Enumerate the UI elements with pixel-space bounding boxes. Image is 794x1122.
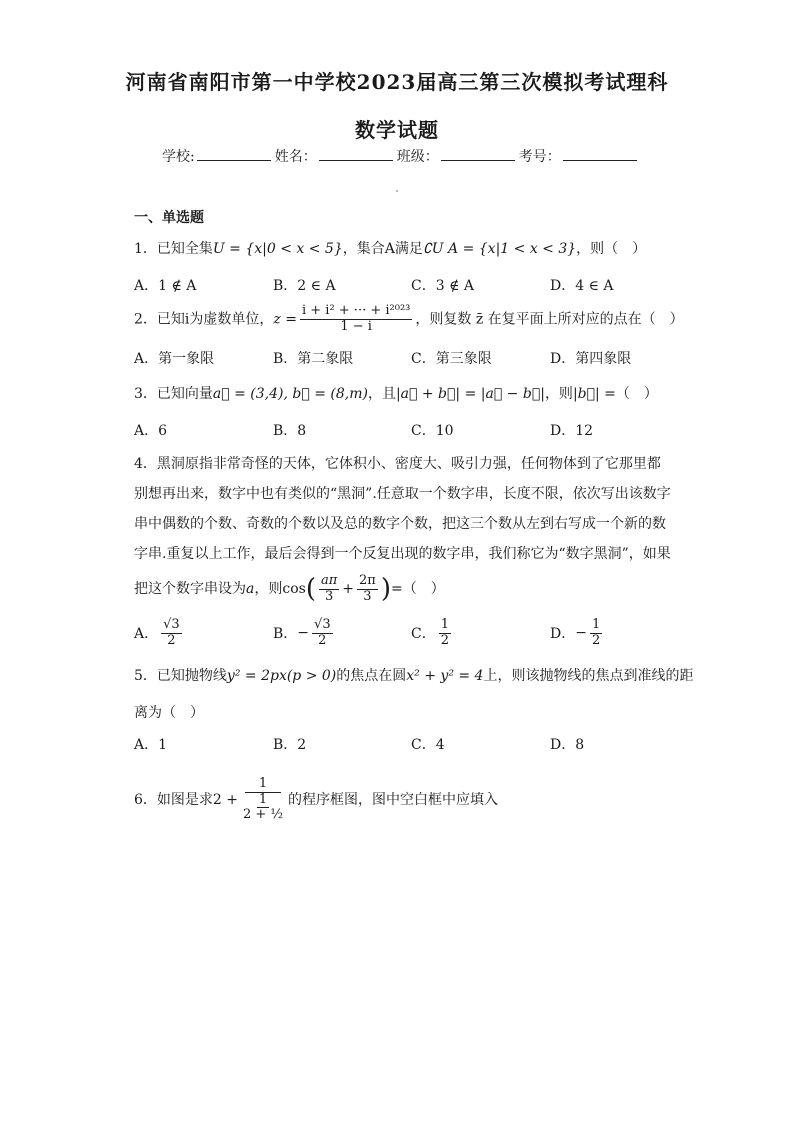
q3-option-d: D．12 bbox=[550, 423, 594, 439]
q4-paren-open: ( bbox=[305, 574, 316, 604]
q2-option-c: C．第三象限 bbox=[411, 351, 492, 367]
q4-line4: 字串.重复以上工作，最后会得到一个反复出现的数字串，我们称它为“数字黑洞”，如果 bbox=[134, 546, 671, 562]
q4-plus: + bbox=[342, 581, 355, 597]
class-blank bbox=[441, 148, 515, 161]
question-4 bbox=[134, 449, 674, 609]
q3-target: |b⃗| = bbox=[572, 386, 616, 402]
question-1 bbox=[134, 238, 646, 260]
q4-option-d bbox=[550, 618, 605, 649]
q6-outer-frac bbox=[241, 777, 285, 824]
q4-option-b-frac bbox=[312, 618, 333, 649]
q5-option-c: C．4 bbox=[411, 737, 445, 753]
q1-number: 1． bbox=[134, 241, 157, 257]
q4-option-b-den: 2 bbox=[318, 632, 327, 648]
q4-option-a bbox=[134, 618, 185, 649]
q5-option-b: B．2 bbox=[273, 737, 307, 753]
section-title: 一、单选题 bbox=[134, 210, 204, 226]
q4-option-a-den: 2 bbox=[167, 632, 176, 648]
question-2 bbox=[134, 304, 684, 335]
q4-line1: 4．黑洞原指非常奇怪的天体，它体积小、密度大、吸引力强，任何物体到了它那里都 bbox=[134, 456, 661, 472]
q4-option-d-frac bbox=[590, 618, 602, 649]
question-3 bbox=[134, 383, 658, 405]
q4-paren-close: ) bbox=[380, 574, 391, 604]
q1-option-b: B．2 ∈ A bbox=[273, 278, 336, 294]
q6-expr-mid: 1 bbox=[258, 791, 268, 807]
q1-text-a: 已知全集 bbox=[156, 241, 213, 257]
q2-number: 2． bbox=[134, 311, 157, 328]
q2-numerator: i + i² + ··· + i²⁰²³ bbox=[301, 303, 411, 318]
q5-line2: 离为（ ） bbox=[134, 705, 204, 721]
name-blank bbox=[319, 148, 393, 161]
q5-parabola: y² = 2px(p > 0) bbox=[226, 668, 337, 684]
q4-var-a: a bbox=[246, 581, 255, 597]
q4-cos: cos bbox=[282, 581, 306, 597]
q1-option-a: A．1 ∉ A bbox=[134, 278, 197, 294]
q6-expr-top: 1 bbox=[245, 777, 281, 793]
q3-text-a: 已知向量 bbox=[156, 386, 213, 402]
q5-option-a: A．1 bbox=[134, 737, 168, 753]
q4-line5 bbox=[134, 569, 674, 609]
q4-line5-b: ，则 bbox=[254, 581, 283, 597]
q2-option-d: D．第四象限 bbox=[550, 351, 632, 367]
q1-option-d: D．4 ∈ A bbox=[550, 278, 614, 294]
q3-text-b: ，且 bbox=[367, 386, 396, 402]
q2-denominator: 1 − i bbox=[340, 318, 372, 334]
student-info-line bbox=[162, 146, 641, 166]
q6-expr-bottom: 2 + ½ bbox=[243, 807, 284, 823]
number-blank bbox=[563, 148, 637, 161]
school-blank bbox=[197, 148, 271, 161]
q1-option-c: C．3 ∉ A bbox=[411, 278, 474, 294]
class-label: 班级： bbox=[396, 149, 439, 165]
q5-line1-c: 上，则该抛物线的焦点到准线的距 bbox=[483, 668, 694, 684]
name-label: 姓名： bbox=[274, 149, 317, 165]
q4-option-a-frac bbox=[161, 618, 182, 649]
q6-text-b: 的程序框图，图中空白框中应填入 bbox=[288, 792, 499, 808]
q2-option-a: A．第一象限 bbox=[134, 351, 215, 367]
q1-set-a: ∁U A = {x|1 < x < 3} bbox=[422, 241, 577, 257]
q5-line1-a: 5．已知抛物线 bbox=[134, 668, 227, 684]
q4-option-c-den: 2 bbox=[440, 632, 449, 648]
q4-option-a-label: A． bbox=[134, 626, 159, 643]
question-5-line1 bbox=[134, 665, 693, 687]
q5-circle: x² + y² = 4 bbox=[406, 668, 484, 684]
q4-option-d-label: D． bbox=[550, 626, 576, 643]
q1-set-u: U = {x|0 < x < 5} bbox=[212, 241, 343, 257]
q6-text-a: 6．如图是求 bbox=[134, 792, 213, 808]
q4-line3: 串中偶数的个数、奇数的个数以及总的数字个数，把这三个数从左到右写成一个新的数 bbox=[134, 516, 666, 532]
decorative-dot bbox=[396, 190, 398, 192]
q4-frac2-den: 3 bbox=[363, 588, 372, 604]
q4-line5-a: 把这个数字串设为 bbox=[134, 581, 246, 597]
q4-option-d-den: 2 bbox=[591, 632, 601, 648]
q4-frac1 bbox=[319, 574, 339, 605]
exam-title-line1: 河南省南阳市第一中学校2023届高三第三次模拟考试理科 bbox=[125, 70, 669, 94]
q3-text-c: ，则 bbox=[544, 386, 573, 402]
school-label: 学校: bbox=[162, 149, 195, 165]
q4-option-c-label: C． bbox=[411, 626, 436, 643]
q4-frac2-num: 2π bbox=[359, 572, 376, 588]
q2-options bbox=[134, 348, 654, 372]
q2-text-b: ，则复数 z̄ 在复平面上所对应的点在（ ） bbox=[415, 311, 684, 328]
q4-frac1-num: aπ bbox=[320, 572, 338, 588]
q4-frac1-den: 3 bbox=[324, 588, 334, 604]
q1-text-b: ，集合A满足 bbox=[342, 241, 423, 257]
q4-option-b-sign: − bbox=[297, 625, 310, 642]
q3-condition: |a⃗ + b⃗| = |a⃗ − b⃗| bbox=[395, 386, 545, 402]
q3-text-d: （ ） bbox=[615, 386, 658, 402]
q4-line5-c: =（ ） bbox=[391, 581, 445, 597]
exam-title-line2: 数学试题 bbox=[355, 118, 439, 142]
q6-inner-frac bbox=[241, 793, 285, 824]
q6-expression bbox=[213, 777, 288, 824]
q3-option-b: B．8 bbox=[273, 423, 307, 439]
q4-option-a-num: √3 bbox=[163, 617, 180, 632]
number-label: 考号： bbox=[518, 149, 561, 165]
q2-z-eq: z = bbox=[273, 311, 297, 328]
q4-line2: 别想再出来，数字中也有类似的“黑洞”.任意取一个数字串，长度不限，依次写出该数字 bbox=[134, 486, 671, 502]
q5-option-d: D．8 bbox=[550, 737, 585, 753]
q4-option-c-num: 1 bbox=[440, 617, 449, 632]
q3-options bbox=[134, 420, 654, 444]
q3-option-c: C．10 bbox=[411, 423, 454, 439]
q4-option-b-label: B． bbox=[273, 626, 298, 643]
q4-option-b bbox=[273, 618, 336, 649]
q2-text-a: 已知i为虚数单位， bbox=[156, 311, 274, 328]
q2-fraction bbox=[300, 304, 412, 335]
q3-number: 3． bbox=[134, 386, 157, 402]
q4-option-d-sign: − bbox=[575, 625, 587, 642]
q4-option-b-num: √3 bbox=[314, 617, 331, 632]
q2-option-b: B．第二象限 bbox=[273, 351, 354, 367]
question-6 bbox=[134, 765, 498, 835]
q4-option-d-num: 1 bbox=[591, 617, 601, 632]
q1-options bbox=[134, 275, 654, 299]
q6-expr-lead: 2 + bbox=[212, 792, 239, 808]
q3-vectors: a⃗ = (3,4), b⃗ = (8,m) bbox=[212, 386, 368, 402]
q1-text-c: ，则（ ） bbox=[576, 241, 647, 257]
q4-frac2 bbox=[357, 574, 378, 605]
q5-line1-b: 的焦点在圆 bbox=[336, 668, 407, 684]
q4-option-c-frac bbox=[439, 618, 451, 649]
q4-option-c bbox=[411, 618, 454, 649]
q4-options bbox=[134, 618, 654, 658]
q3-option-a: A．6 bbox=[134, 423, 168, 439]
q5-options bbox=[134, 734, 654, 758]
